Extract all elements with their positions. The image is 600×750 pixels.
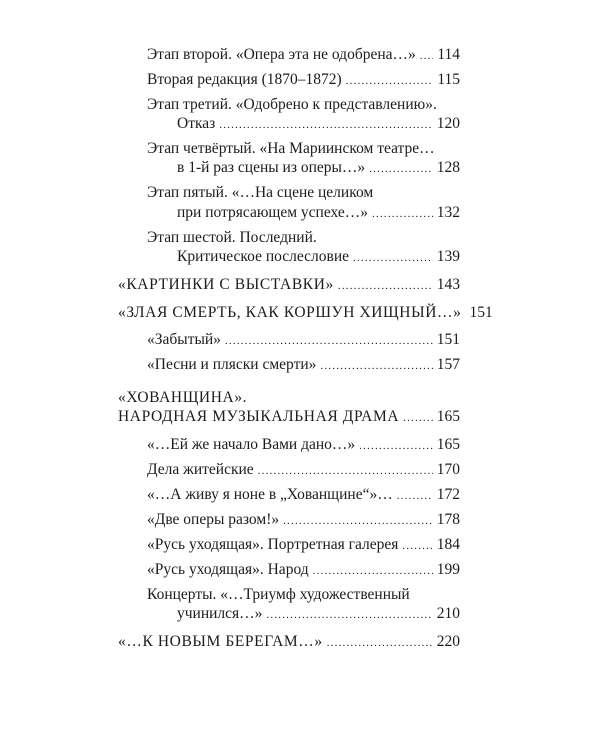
leader-dots	[225, 331, 433, 351]
toc-entry-title: Отказ	[177, 115, 216, 132]
toc-entry-page: 165	[436, 436, 460, 453]
leader-dots	[258, 461, 433, 481]
toc-entry-title: «ЗЛАЯ СМЕРТЬ, КАК КОРШУН ХИЩНЫЙ…»	[118, 304, 462, 321]
toc-entry[interactable]	[118, 407, 460, 427]
leader-dots	[402, 536, 432, 556]
toc-entry[interactable]	[177, 604, 460, 624]
toc-entry-title: в 1-й раз сцены из оперы…»	[177, 159, 366, 176]
toc-entry-page: 157	[436, 356, 460, 373]
toc-entry[interactable]	[147, 560, 460, 580]
toc-entry[interactable]	[177, 203, 460, 223]
toc-entry-first-line: «ХОВАНЩИНА».	[118, 389, 248, 406]
leader-dots	[266, 605, 432, 625]
toc-entry-first-line: Этап третий. «Одобрено к представлению».	[147, 96, 437, 113]
toc-entry[interactable]	[147, 510, 460, 530]
leader-dots	[338, 276, 433, 296]
toc-entry-page: 143	[436, 276, 460, 293]
toc-entry-page: 151	[469, 304, 493, 321]
toc-entry[interactable]	[147, 330, 460, 350]
toc-entry-title: НАРОДНАЯ МУЗЫКАЛЬНАЯ ДРАМА	[118, 408, 400, 425]
toc-entry-page: 151	[436, 331, 460, 348]
toc-entry[interactable]	[177, 247, 460, 267]
toc-entry-first-line: Этап пятый. «…На сцене целиком	[147, 184, 374, 201]
toc-entry[interactable]	[147, 70, 460, 90]
toc-entry[interactable]	[118, 275, 460, 295]
toc-entry-page: 120	[436, 115, 460, 132]
toc-entry-page: 220	[436, 633, 460, 650]
toc-entry-title: «Песни и пляски смерти»	[147, 356, 317, 373]
toc-entry-title: «…А живу я ноне в „Хованщине“»…	[147, 486, 393, 503]
leader-dots	[346, 71, 434, 91]
toc-entry-first-line: Этап шестой. Последний.	[147, 229, 317, 246]
toc-entry-page: 170	[436, 461, 460, 478]
toc-entry[interactable]	[177, 114, 460, 134]
leader-dots	[420, 46, 434, 66]
toc-entry-title: «Забытый»	[147, 331, 221, 348]
leader-dots	[359, 436, 433, 456]
toc-entry[interactable]	[118, 303, 493, 323]
leader-dots	[372, 204, 433, 224]
toc-entry-page: 184	[436, 536, 460, 553]
toc-entry-first-line: Концерты. «…Триумф художественный	[147, 586, 410, 603]
toc-entry-page: 115	[437, 71, 460, 88]
toc-entry-title: учинился…»	[177, 605, 263, 622]
toc-entry-page: 128	[436, 159, 460, 176]
toc-entry-title: Вторая редакция (1870–1872)	[147, 71, 342, 88]
toc-entry[interactable]	[147, 460, 460, 480]
leader-dots	[353, 248, 433, 268]
toc-entry-title: «Русь уходящая». Народ	[147, 561, 309, 578]
toc-entry[interactable]	[118, 632, 460, 652]
toc-entry-page: 139	[436, 248, 460, 265]
leader-dots	[327, 633, 433, 653]
toc-entry-first-line: Этап четвёртый. «На Мариинском театре…	[147, 140, 435, 157]
toc-entry[interactable]	[147, 535, 460, 555]
leader-dots	[283, 511, 433, 531]
toc-entry-title: «…Ей же начало Вами дано…»	[147, 436, 356, 453]
toc-entry-page: 199	[436, 561, 460, 578]
leader-dots	[313, 561, 433, 581]
toc-entry-title: «Русь уходящая». Портретная галерея	[147, 536, 399, 553]
toc-entry[interactable]	[147, 45, 460, 65]
toc-entry-title: «…К НОВЫМ БЕРЕГАМ…»	[118, 633, 323, 650]
toc-entry-page: 114	[437, 46, 460, 63]
toc-entry-page: 132	[436, 204, 460, 221]
toc-entry-page: 210	[436, 605, 460, 622]
toc-entry-title: при потрясающем успехе…»	[177, 204, 369, 221]
toc-entry-page: 178	[436, 511, 460, 528]
leader-dots	[403, 408, 433, 428]
toc-entry-title: Этап второй. «Опера эта не одобрена…»	[147, 46, 416, 63]
leader-dots	[397, 486, 433, 506]
toc-entry[interactable]	[177, 158, 460, 178]
toc-entry-title: «КАРТИНКИ С ВЫСТАВКИ»	[118, 276, 334, 293]
toc-entry[interactable]	[147, 355, 460, 375]
toc-entry-page: 172	[436, 486, 460, 503]
toc-entry-page: 165	[436, 408, 460, 425]
toc-entry[interactable]	[147, 485, 460, 505]
toc-entry-title: Критическое послесловие	[177, 248, 349, 265]
toc-entry[interactable]	[147, 435, 460, 455]
leader-dots	[219, 115, 432, 135]
toc-entry-title: Дела житейские	[147, 461, 254, 478]
leader-dots	[320, 356, 432, 376]
leader-dots	[369, 159, 433, 179]
toc-entry-title: «Две оперы разом!»	[147, 511, 280, 528]
